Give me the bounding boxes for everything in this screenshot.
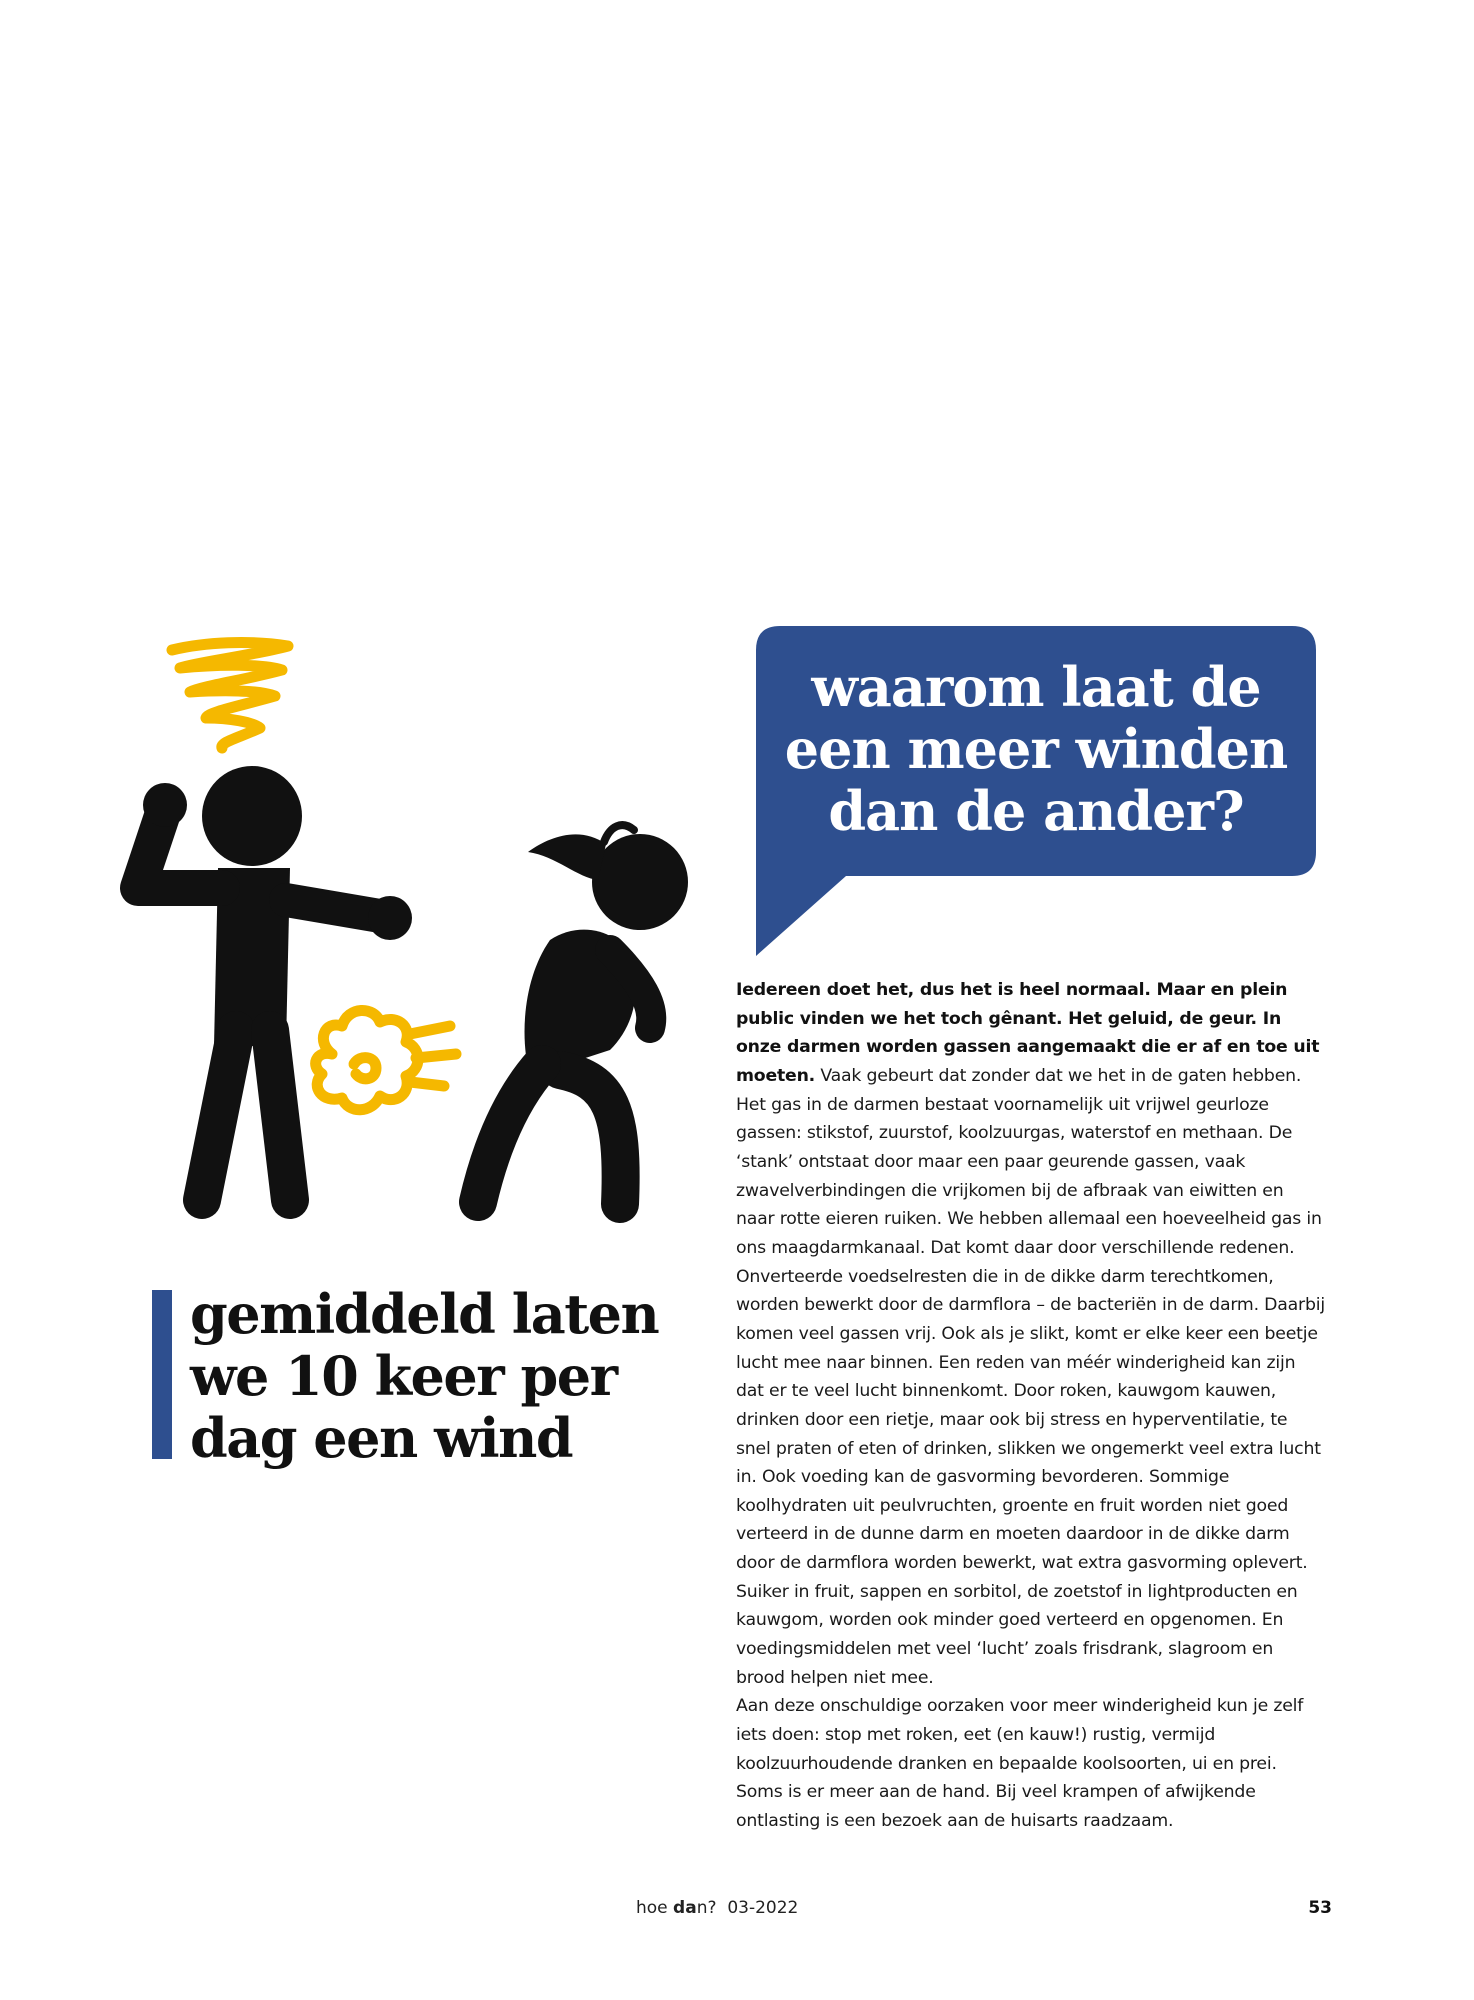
article-text: Vaak gebeurt dat zonder dat we het in de gaten hebben. Het gas in de darmen bestaat voornamelijk uit vrijwel geurloze gassen: stikstof, zuurstof, koolzuurgas, waterstof en methaan. De ‘stank’ ontstaat door maar een paar geurende gassen, vaak zwavelverbindingen die vrijkomen bij de afbraak van eiwitten en naar rotte eieren ruiken. We hebben allemaal een hoeveelheid gas in ons maagdarmkanaal. Dat komt daar door verschillende redenen. Onverteerde voedselresten die in de dikke darm terechtkomen, worden bewerkt door de darmflora – de bacteriën in de darm. Daarbij komen veel gassen vrij. Ook als je slikt, komt er elke keer een beetje lucht mee naar binnen. Een reden van méér winderigheid kan zijn dat er te veel lucht binnenkomt. Door roken, kauwgom kauwen, drinken door een rietje, maar ook bij stress en hyperventilatie, te snel praten of eten of drinken, slikken we ongemerkt veel extra lucht in. Ook voeding kan de gasvorming bevorderen. Sommige koolhydraten uit peulvruchten, groente en fruit worden niet goed verteerd in de dunne darm en moeten daardoor in de dikke darm door de darmflora worden bewerkt, wat extra gasvorming oplevert. Suiker in fruit, sappen en sorbitol, de zoetstof in lightproducten en kauwgom, worden ook minder goed verteerd en opgenomen. En voedingsmiddelen met veel ‘lucht’ zoals frisdrank, slagroom en brood helpen niet mee. (736, 1065, 1325, 1688)
squiggle-icon (172, 643, 288, 748)
magazine-name-part: hoe (636, 1898, 674, 1918)
bubble-heading-line: waarom laat de (811, 655, 1261, 719)
pull-quote-bar (152, 1290, 172, 1459)
magazine-name (636, 1898, 717, 1918)
bubble-heading-line: dan de ander? (828, 779, 1244, 843)
magazine-name-bold: da (673, 1898, 697, 1918)
gas-cloud-icon (316, 1010, 456, 1109)
pull-quote (190, 1283, 710, 1469)
magazine-name-part: n? (696, 1898, 717, 1918)
bubble-heading (760, 656, 1312, 842)
article-intro: Iedereen doet het, dus het is heel normaal. Maar en plein public vinden we het toch gênant. Het geluid, de geur. In onze darmen worden gassen aangemaakt die er af en toe uit moeten. (736, 980, 1320, 1086)
flatulence-illustration (110, 630, 700, 1250)
issue-number: 03-2022 (727, 1898, 799, 1918)
pull-quote-line: we 10 keer per (190, 1344, 617, 1408)
pull-quote-line: gemiddeld laten (190, 1282, 659, 1346)
article-closing: Aan deze onschuldige oorzaken voor meer winderigheid kun je zelf iets doen: stop met roken, eet (en kauw!) rustig, vermijd koolzuurhoudende dranken en bepaalde koolsoorten, ui en prei. Soms is er meer aan de hand. Bij veel krampen of afwijkende ontlasting is een bezoek aan de huisarts raadzaam. (736, 1696, 1304, 1832)
article-body (736, 976, 1326, 1836)
pull-quote-line: dag een wind (190, 1406, 573, 1470)
page-footer (636, 1898, 798, 1918)
crouching-person-icon (478, 825, 688, 1204)
page-number: 53 (1308, 1898, 1332, 1918)
annoyed-person-icon (138, 766, 412, 1200)
bubble-heading-line: een meer winden (784, 717, 1288, 781)
